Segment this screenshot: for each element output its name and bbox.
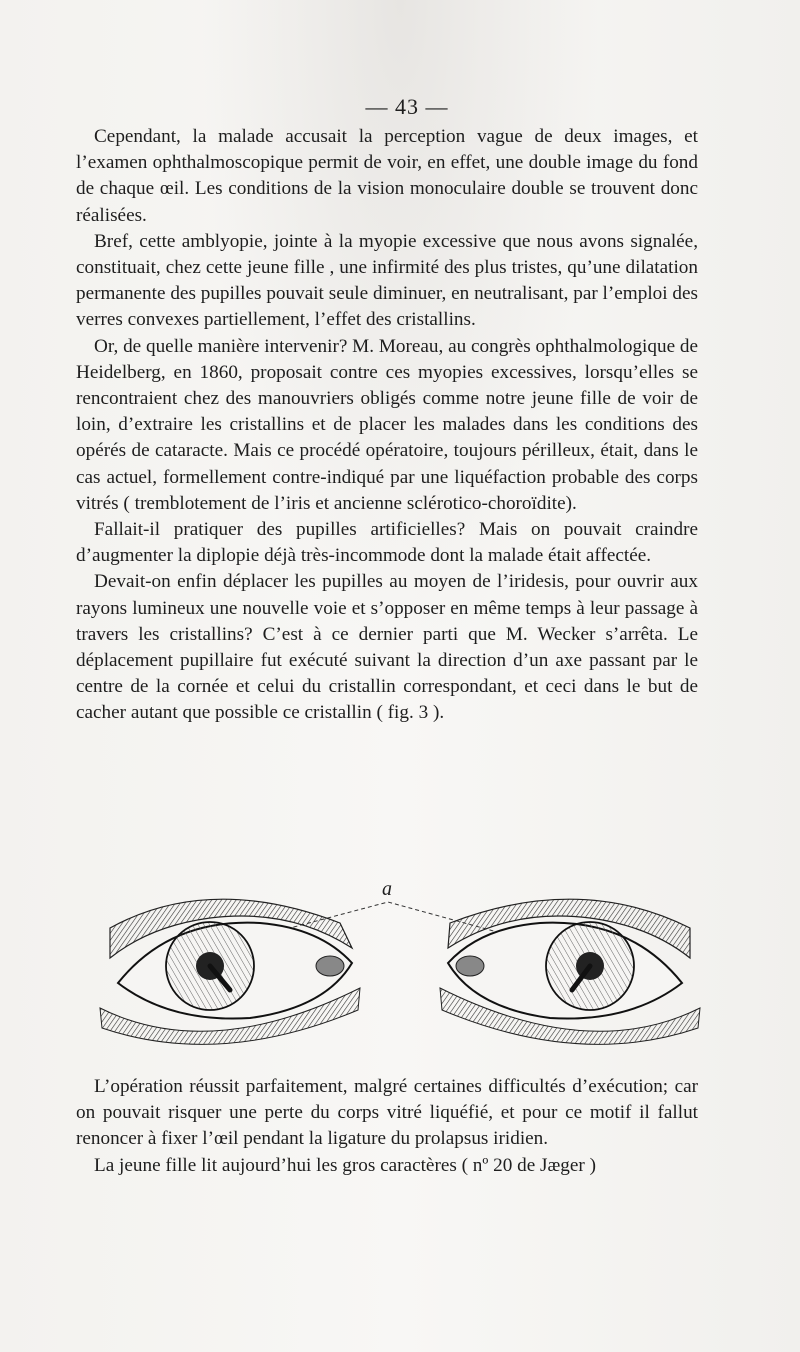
eyes-engraving [90, 878, 710, 1058]
right-eye-drawing [440, 899, 700, 1044]
paragraph: Fallait-il pratiquer des pupilles artificielles? Mais on pouvait craindre d’augmenter la diplopie déjà très-incommode dont la malade était affectée. [76, 519, 698, 567]
figure-label: a [382, 878, 392, 900]
left-eye-drawing [100, 899, 360, 1044]
paragraph: Or, de quelle manière intervenir? M. Moreau, au congrès ophthalmologique de Heidelberg, en 1860, proposait contre ces myopies excessives, lorsqu’elles se rencontraient chez des manouvriers obligés comme notre jeune fille de voir de loin, d’extraire les cristallins et de placer les malades dans les conditions des opérés de cataracte. Mais ce procédé opératoire, toujours périlleux, était, dans le cas actuel, formellement contre-indiqué par une liquéfaction probable des corps vitrés ( tremblotement de l’iris et ancienne sclérotico-choroïdite). [76, 335, 698, 514]
paragraph: Devait-on enfin déplacer les pupilles au moyen de l’iridesis, pour ouvrir aux rayons lumineux une nouvelle voie et s’opposer en même temps à leur passage à travers les cristallins? C’est à ce dernier parti que M. Wecker s’arrêta. Le déplacement pupillaire fut exécuté suivant la direction d’un axe passant par le centre de la cornée et celui du cristallin correspondant, et ceci dans le but de cacher autant que possible ce cristallin ( fig. 3 ). [76, 571, 698, 724]
paragraph: Bref, cette amblyopie, jointe à la myopie excessive que nous avons signalée, constituait, chez cette jeune fille , une infirmité des plus tristes, qu’une dilatation permanente des pupilles pouvait seule diminuer, en neutralisant, par l’emploi des verres convexes partiellement, l’effet des cristallins. [76, 230, 698, 331]
page-number: — 43 — [365, 94, 449, 119]
paragraph: Cependant, la malade accusait la perception vague de deux images, et l’examen ophthalmoscopique permit de voir, en effet, une double image du fond de chaque œil. Les conditions de la vision monoculaire double se trouvent donc réalisées. [76, 126, 698, 226]
text-block-bottom [76, 1074, 698, 1179]
paragraph: La jeune fille lit aujourd’hui les gros caractères ( nº 20 de Jæger ) [94, 1154, 596, 1176]
text-block-top [76, 124, 698, 727]
paragraph: L’opération réussit parfaitement, malgré certaines difficultés d’exécution; car on pouvait risquer une perte du corps vitré liquéfié, et pour ce motif il fallut renoncer à fixer l’œil pendant la ligature du prolapsus iridien. [76, 1076, 698, 1150]
figure-eyes-illustration [90, 878, 710, 1058]
